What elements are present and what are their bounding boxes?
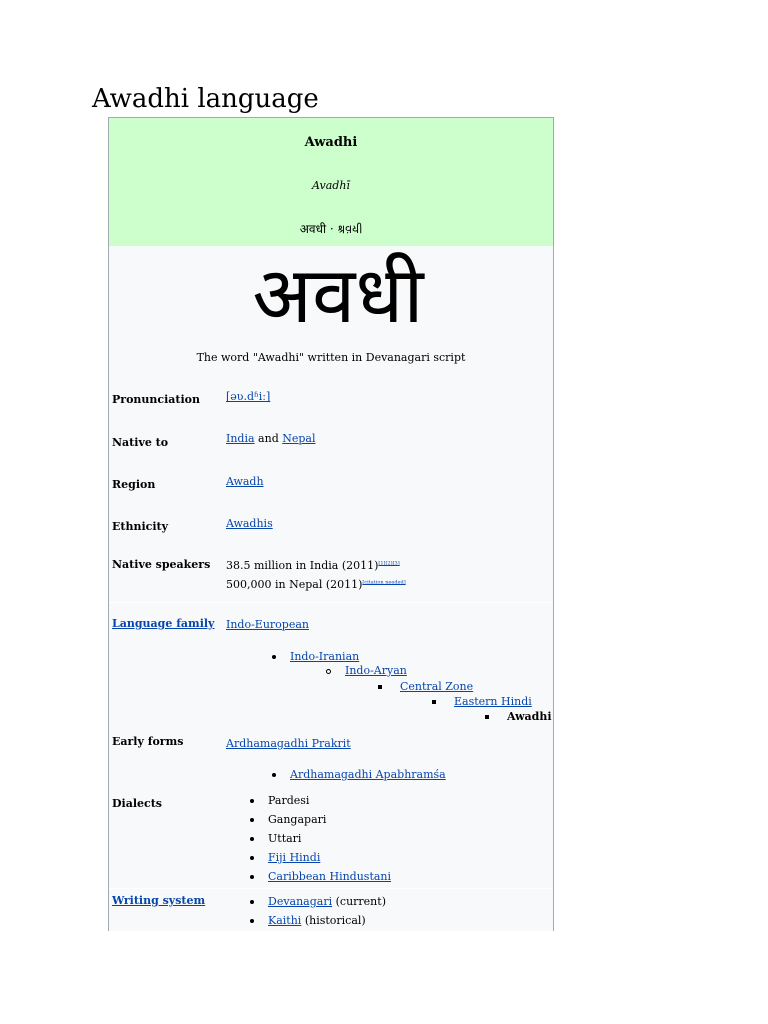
native-to-value: [226, 432, 316, 445]
family-level1: [272, 650, 359, 663]
speakers-nepal-ref[interactable]: [citation needed]: [362, 579, 406, 586]
early-forms-child: [272, 768, 446, 781]
dialects-label: Dialects: [112, 797, 162, 810]
dialect-item: [250, 794, 309, 807]
fiji-hindi-link[interactable]: Fiji Hindi: [268, 851, 321, 864]
ethnicity-link[interactable]: Awadhis: [226, 517, 273, 530]
region-label: Region: [112, 478, 156, 491]
india-link[interactable]: India: [226, 432, 255, 445]
speakers-india-text: 38.5 million in India (2011): [226, 559, 379, 572]
infobox-native-name: अवधी · 𑂃𑂫𑂡𑂲: [299, 222, 363, 236]
bullet-icon: [250, 818, 254, 822]
dialect-item: [250, 870, 391, 883]
devanagari-note: (current): [332, 895, 386, 908]
bullet-icon: [272, 655, 276, 659]
indo-iranian-link[interactable]: Indo-Iranian: [290, 650, 360, 663]
family-level3: [378, 680, 473, 693]
dialect-pardesi: Pardesi: [268, 794, 310, 807]
kaithi-note: (historical): [301, 914, 366, 927]
script-image: [109, 246, 553, 346]
bullet-icon: [250, 900, 254, 904]
dialect-item: [250, 813, 326, 826]
section-divider: [109, 602, 553, 603]
ethnicity-label: Ethnicity: [112, 520, 168, 533]
writing-item: [250, 914, 366, 927]
central-zone-link[interactable]: Central Zone: [400, 680, 474, 693]
section-divider: [109, 888, 553, 889]
caribbean-hindustani-link[interactable]: Caribbean Hindustani: [268, 870, 392, 883]
bullet-icon: [250, 875, 254, 879]
bullet-icon: [250, 919, 254, 923]
infobox: [108, 117, 554, 931]
devanagari-link[interactable]: Devanagari: [268, 895, 333, 908]
bullet-icon: [272, 773, 276, 777]
ardhamagadhi-apabhramsa-link[interactable]: Ardhamagadhi Apabhramśa: [290, 768, 446, 781]
bullet-icon: [250, 837, 254, 841]
native-speakers-label: Native speakers: [112, 558, 211, 571]
dialect-gangapari: Gangapari: [268, 813, 327, 826]
dialect-uttari: Uttari: [268, 832, 302, 845]
square-bullet-icon: [485, 715, 489, 719]
awadhi-family-leaf: Awadhi: [507, 710, 552, 723]
early-forms-label: Early forms: [112, 735, 184, 748]
dialect-item: [250, 832, 301, 845]
pronunciation-link[interactable]: [əʋ.dʱiː]: [226, 390, 271, 403]
family-level4: [432, 695, 532, 708]
infobox-latin-name: Avadhī: [312, 179, 350, 192]
writing-system-link[interactable]: Writing system: [112, 894, 206, 907]
nepal-link[interactable]: Nepal: [282, 432, 316, 445]
ardhamagadhi-prakrit-link[interactable]: Ardhamagadhi Prakrit: [226, 737, 351, 750]
infobox-name: Awadhi: [304, 135, 358, 150]
speakers-nepal: [226, 578, 406, 591]
kaithi-link[interactable]: Kaithi: [268, 914, 302, 927]
bullet-icon: [250, 856, 254, 860]
bullet-icon: [250, 799, 254, 803]
speakers-india-ref[interactable]: [1][2][3]: [378, 560, 400, 567]
square-bullet-icon: [378, 685, 382, 689]
native-to-and: and: [254, 432, 283, 445]
infobox-header: [109, 118, 553, 246]
speakers-nepal-text: 500,000 in Nepal (2011): [226, 578, 363, 591]
family-level5: [485, 710, 552, 723]
image-caption: The word "Awadhi" written in Devanagari script: [196, 351, 466, 364]
native-to-label: Native to: [112, 436, 169, 449]
writing-item: [250, 895, 386, 908]
square-bullet-icon: [432, 700, 436, 704]
family-root-link[interactable]: Indo-European: [226, 618, 309, 631]
family-level2: [326, 664, 407, 677]
region-link[interactable]: Awadh: [226, 475, 264, 488]
circle-bullet-icon: [326, 669, 331, 674]
eastern-hindi-link[interactable]: Eastern Hindi: [454, 695, 532, 708]
script-image-text: अवधी: [252, 251, 424, 341]
language-family-link[interactable]: Language family: [112, 617, 215, 630]
pronunciation-label: Pronunciation: [112, 393, 200, 406]
page-title: Awadhi language: [92, 84, 319, 114]
dialect-item: [250, 851, 320, 864]
speakers-india: [226, 559, 400, 572]
indo-aryan-link[interactable]: Indo-Aryan: [345, 664, 407, 677]
